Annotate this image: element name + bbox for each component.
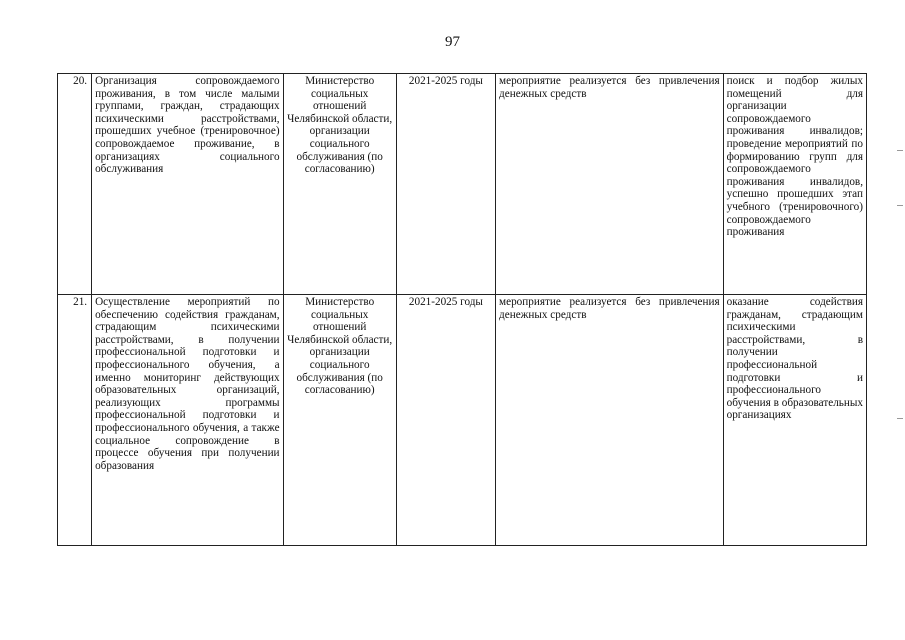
table-row: [58, 295, 867, 546]
expected-result: поиск и подбор жилых помещений для организации сопровождаемого проживания инвалидов; проведение мероприятий по формированию групп для сопровождаемого проживания инвалидов, успешно прошедших этап учебного (тренировочного) сопровождаемого проживания: [723, 74, 866, 295]
financing-note: мероприятие реализуется без привлечения денежных средств: [496, 74, 724, 295]
responsible-executor: Министерство социальных отношений Челябинской области, организации социального обслуживания (по согласованию): [283, 295, 396, 546]
responsible-executor: Министерство социальных отношений Челябинской области, организации социального обслуживания (по согласованию): [283, 74, 396, 295]
page-number: 97: [445, 34, 460, 50]
table-row: [58, 74, 867, 295]
row-number: 20.: [58, 74, 92, 295]
financing-note: мероприятие реализуется без привлечения денежных средств: [496, 295, 724, 546]
implementation-period: 2021-2025 годы: [396, 295, 495, 546]
margin-mark: [897, 150, 903, 151]
margin-mark: [897, 205, 903, 206]
measures-table: [57, 73, 867, 546]
measure-name: Осуществление мероприятий по обеспечению содействия гражданам, страдающим психическими расстройствами, в получении профессиональной подготовки и профессионального обучения, а именно мониторинг действующих образовательных организаций, реализующих программы профессиональной подготовки и профессионального обучения, а также социальное сопровождение в процессе обучения при получении образования: [92, 295, 283, 546]
row-number: 21.: [58, 295, 92, 546]
measure-name: Организация сопровождаемого проживания, в том числе малыми группами, граждан, страдающих психическими расстройствами, прошедших учебное (тренировочное) сопровождаемое проживание, в организациях социального обслуживания: [92, 74, 283, 295]
margin-mark: [897, 418, 903, 419]
implementation-period: 2021-2025 годы: [396, 74, 495, 295]
expected-result: оказание содействия гражданам, страдающим психическими расстройствами, в получении профессиональной подготовки и профессионального обучения в образовательных организациях: [723, 295, 866, 546]
